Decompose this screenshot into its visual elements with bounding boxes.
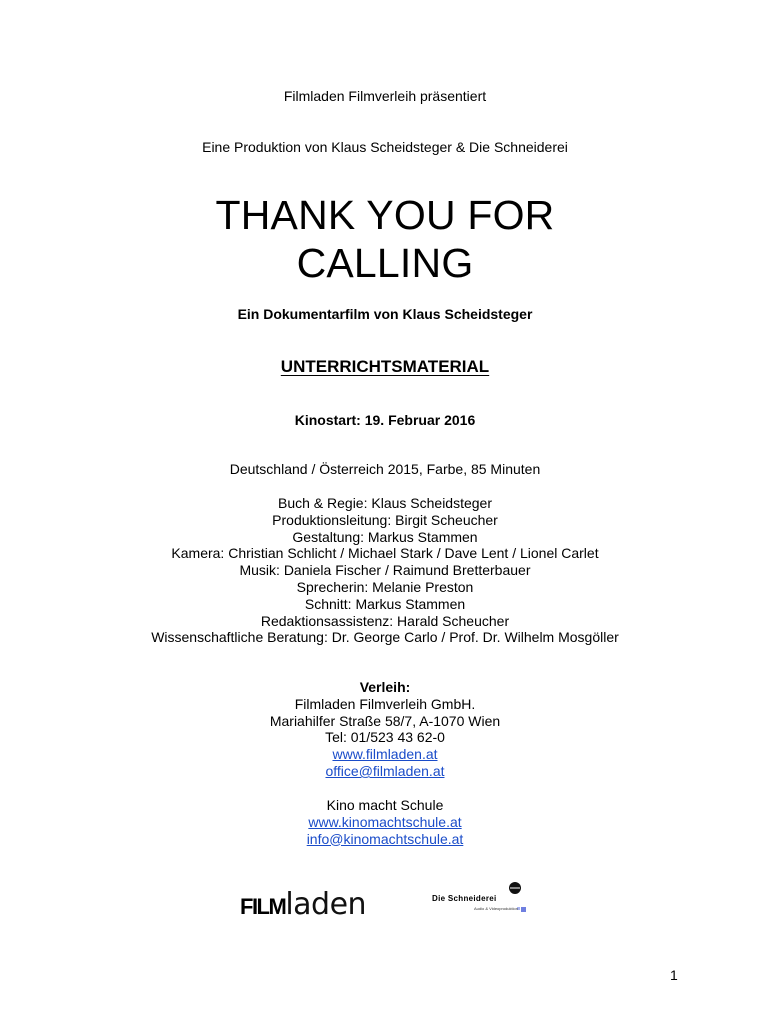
school-label: Kino macht Schule <box>326 797 444 813</box>
distributor-label: Verleih: <box>359 679 411 695</box>
page-number: 1 <box>670 967 678 983</box>
filmladen-logo-bold: FILM <box>240 894 286 919</box>
schneiderei-logo-tagline: Audio & Videoproduktion <box>474 906 518 911</box>
credit-line: Schnitt: Markus Stammen <box>304 595 466 612</box>
section-heading: UNTERRICHTSMATERIAL <box>280 357 490 376</box>
schneiderei-logo-name: Die Schneiderei <box>432 894 497 903</box>
filmladen-logo-light: laden <box>285 887 367 922</box>
distributor-website-link[interactable]: www.filmladen.at <box>332 746 438 763</box>
school-website-link[interactable]: www.kinomachtschule.at <box>308 813 462 830</box>
distributor-address: Mariahilfer Straße 58/7, A-1070 Wien <box>269 712 501 729</box>
release-date: Kinostart: 19. Februar 2016 <box>294 412 476 428</box>
credit-line: Buch & Regie: Klaus Scheidsteger <box>277 495 492 511</box>
schneiderei-logo <box>432 880 532 920</box>
film-title-line-2: CALLING <box>296 240 474 286</box>
distributor-phone: Tel: 01/523 43 62-0 <box>325 729 445 746</box>
credit-line: Wissenschaftliche Beratung: Dr. George Carlo / Prof. Dr. Wilhelm Mosgöller <box>151 629 619 646</box>
credit-line: Musik: Daniela Fischer / Raimund Bretterbauer <box>239 562 531 579</box>
production-line: Eine Produktion von Klaus Scheidsteger & Die Schneiderei <box>202 139 568 155</box>
distributor-name: Filmladen Filmverleih GmbH. <box>294 695 476 712</box>
credit-line: Redaktionsassistenz: Harald Scheucher <box>260 612 510 629</box>
credit-line: Produktionsleitung: Birgit Scheucher <box>272 511 498 528</box>
credit-line: Kamera: Christian Schlicht / Michael Stark / Dave Lent / Lionel Carlet <box>171 545 599 562</box>
school-email-link[interactable]: info@kinomachtschule.at <box>306 830 464 847</box>
section-heading-wrap <box>0 357 770 377</box>
film-subtitle: Ein Dokumentarfilm von Klaus Scheidsteger <box>237 306 533 322</box>
credits-list <box>0 495 770 646</box>
film-title-line-1: THANK YOU FOR <box>215 192 555 238</box>
film-info: Deutschland / Österreich 2015, Farbe, 85 Minuten <box>229 461 541 477</box>
distributor-email-link[interactable]: office@filmladen.at <box>325 762 445 779</box>
credit-line: Gestaltung: Markus Stammen <box>292 528 478 545</box>
credit-line: Sprecherin: Melanie Preston <box>296 578 474 595</box>
filmladen-logo <box>240 887 366 927</box>
distributor-block <box>0 679 770 780</box>
school-block <box>0 797 770 847</box>
presenter-line: Filmladen Filmverleih präsentiert <box>283 88 487 104</box>
